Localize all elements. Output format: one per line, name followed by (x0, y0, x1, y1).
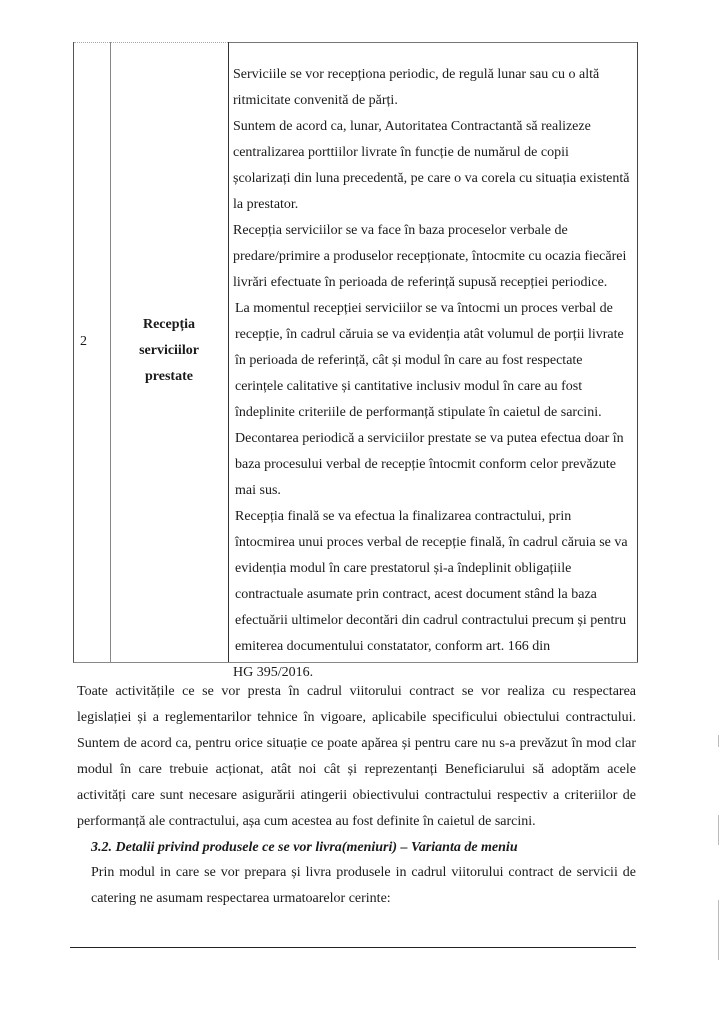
section-paragraph: Prin modul in care se vor prepara și livra produsele in cadrul viitorului contract de servicii de catering ne asumam respectarea urmatoarelor cerinte: (91, 865, 636, 906)
description-line: Serviciile se vor recepționa periodic, de regulă lunar sau cu o altă (233, 67, 600, 82)
table-top-border-left (74, 42, 228, 43)
description-line: Decontarea periodică a serviciilor prestate se va putea efectua doar în (235, 431, 624, 446)
table-top-border-right (228, 42, 638, 43)
description-line: emiterea documentului constatator, conform art. 166 din (235, 639, 551, 654)
description-line: ritmicitate convenită de părți. (233, 93, 398, 108)
row-title-line: Recepția (142, 317, 196, 332)
description-line: centralizarea porttiilor livrate în funcție de numărul de copii (233, 145, 569, 160)
description-line: îndeplinite criteriile de performanță stipulate în caietul de sarcini. (235, 405, 602, 420)
row-number-cell: 2 (80, 334, 87, 349)
description-line: efectuării ultimelor decontări din cadrul contractului precum și pentru (235, 613, 627, 628)
row-title-line: prestate (145, 369, 193, 384)
description-line: cerințele calitative și cantitative inclusiv modul în care au fost (235, 379, 583, 394)
row-title-line: serviciilor (139, 343, 199, 358)
reception-table (73, 42, 638, 680)
column-divider-1 (110, 42, 111, 662)
footer-divider (70, 947, 636, 948)
scan-edge-mark (718, 735, 719, 747)
description-line: întocmirea unui proces verbal de recepție finală, în cadrul căruia se va (235, 535, 628, 550)
description-line: școlarizați din luna precedentă, pe care o va corela cu situația existentă (233, 171, 630, 186)
activities-paragraph: Toate activitățile ce se vor presta în cadrul viitorului contract se vor realiza cu respectarea legislației și a reglementarilor tehnice în vigoare, aplicabile specificului obiectului contractului. Suntem de acord ca, pentru orice situație ce poate apărea și pentru care nu s-a prevăzut în mod clar modul în care trebuie acționat, atât noi cât și reprezentanți Beneficiarului să adoptăm acele activități care sunt necesare asigurării atingerii obiectivului contractului respectiv a criteriilor de performanță ale contractului, așa cum acestea au fost definite în caietul de sarcini. (77, 684, 636, 829)
description-line: Suntem de acord ca, lunar, Autoritatea Contractantă să realizeze (233, 119, 591, 134)
row-description-cell (233, 62, 631, 686)
description-line: contractuale asumate prin contract, acest document stând la baza (235, 587, 597, 602)
scan-edge-mark (718, 815, 719, 845)
description-line: predare/primire a produselor recepționate, întocmite cu ocazia fiecărei (233, 249, 627, 264)
description-line: în perioada de referință, cât și modul în care au fost respectate (235, 353, 583, 368)
description-line: recepție, în cadrul căruia se va evidenția atât volumul de porții livrate (235, 327, 624, 342)
description-line: Recepția serviciilor se va face în baza proceselor verbale de (233, 223, 568, 238)
column-divider-2 (228, 42, 229, 662)
description-line: evidenția modul în care prestatorul și-a îndeplinit obligațiile (235, 561, 572, 576)
description-line: livrări efectuate în perioada de referință supusă recepției periodice. (233, 275, 608, 290)
description-line: HG 395/2016. (233, 665, 314, 680)
description-line: baza procesului verbal de recepție întocmit conform celor prevăzute (235, 457, 616, 472)
row-title-cell (112, 312, 226, 390)
description-line: La momentul recepției serviciilor se va întocmi un proces verbal de (235, 301, 613, 316)
scan-edge-mark (718, 900, 719, 960)
description-line: la prestator. (233, 197, 299, 212)
description-line: Recepția finală se va efectua la finalizarea contractului, prin (235, 509, 572, 524)
description-line: mai sus. (235, 483, 281, 498)
table-right-border (637, 42, 638, 662)
section-heading: 3.2. Detalii privind produsele ce se vor livra(meniuri) – Varianta de meniu (91, 840, 518, 855)
